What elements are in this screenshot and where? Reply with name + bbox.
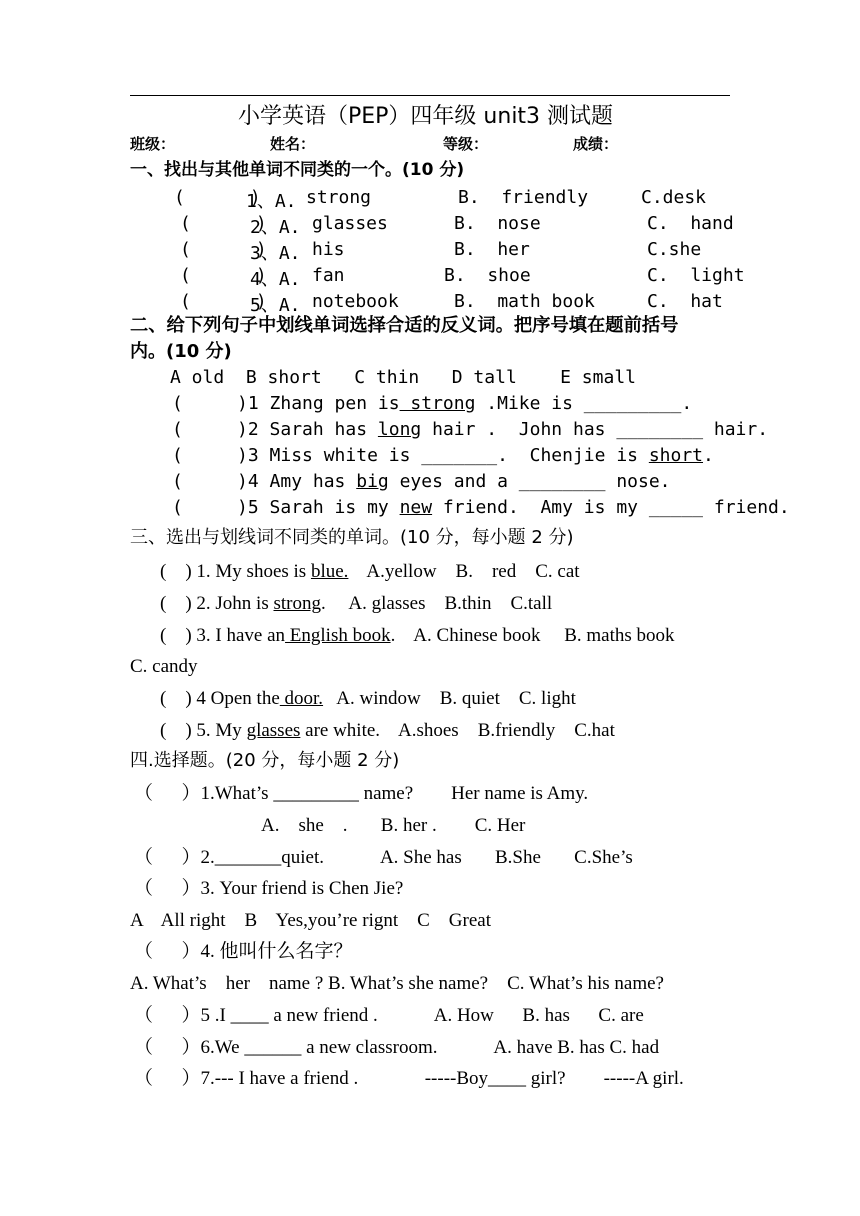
section-4-line: A. she . B. her . C. Her [261, 815, 526, 836]
option-c: C. light [647, 265, 745, 286]
option-c: C. hat [647, 291, 723, 312]
section-2-question: ( )3 Miss white is _______. Chenjie is short. [172, 445, 714, 466]
option-b: B. friendly [458, 187, 589, 208]
section-4-line: A. What’s her name ? B. What’s she name? C. What’s his name? [130, 973, 664, 994]
section-4-heading: 四.选择题。(20 分，每小题 2 分) [130, 750, 400, 771]
section-4-line: （ ）1.What’s _________ name? Her name is Amy. [134, 783, 589, 804]
section-2-heading-cont: 内。(10 分) [130, 341, 232, 362]
option-b: B. math book [454, 291, 595, 312]
question-number: 1、A. [246, 191, 297, 212]
section-2-question: ( )4 Amy has big eyes and a ________ nose. [172, 471, 671, 492]
question-number: 4、A. [250, 269, 301, 290]
answer-paren: ( ) [180, 291, 267, 312]
option-c: C.she [647, 239, 702, 260]
page-title: 小学英语（PEP）四年级 unit3 测试题 [238, 104, 614, 129]
option-c: C.desk [641, 187, 707, 208]
class-label: 班级： [130, 135, 176, 153]
option-b: B. her [454, 239, 530, 260]
option-b: B. shoe [444, 265, 531, 286]
answer-paren: ( ) [180, 213, 267, 234]
answer-paren: ( ) [174, 187, 261, 208]
section-4-line: （ ）6.We ______ a new classroom. A. have B. has C. had [134, 1037, 660, 1058]
answer-paren: ( ) [180, 265, 267, 286]
name-label: 姓名： [270, 135, 316, 153]
section-3-question: ( ) 1. My shoes is blue. A.yellow B. red C. cat [160, 561, 580, 582]
option-a: notebook [312, 291, 399, 312]
option-a: his [312, 239, 345, 260]
section-1-heading: 一、找出与其他单词不同类的一个。(10 分) [130, 160, 465, 180]
question-number: 5、A. [250, 295, 301, 316]
section-3-question: ( ) 2. John is strong. A. glasses B.thin C.tall [160, 593, 553, 614]
option-a: fan [312, 265, 345, 286]
option-b: B. nose [454, 213, 541, 234]
option-a: strong [306, 187, 372, 208]
score-label: 成绩： [573, 135, 619, 153]
section-3-question-cont: C. candy [130, 656, 198, 677]
antonym-options: A old B short C thin D tall E small [170, 367, 636, 388]
question-number: 2、A. [250, 217, 301, 238]
section-2-question: ( )1 Zhang pen is strong .Mike is _________. [172, 393, 693, 414]
section-4-line: （ ）7.--- I have a friend . -----Boy____ girl? -----A girl. [134, 1068, 684, 1089]
section-4-line: （ ）3. Your friend is Chen Jie? [134, 878, 404, 899]
grade-label: 等级： [443, 135, 489, 153]
answer-paren: ( ) [180, 239, 267, 260]
section-4-line: （ ）5 .I ____ a new friend . A. How B. has C. are [134, 1005, 644, 1026]
section-3-heading: 三、选出与划线词不同类的单词。(10 分，每小题 2 分) [130, 527, 574, 548]
section-3-question: ( ) 5. My glasses are white. A.shoes B.friendly C.hat [160, 720, 615, 741]
header-rule [130, 95, 730, 96]
section-3-question: ( ) 3. I have an English book. A. Chinese book B. maths book [160, 625, 675, 646]
section-4-line: （ ）2._______quiet. A. She has B.She C.She’s [134, 847, 633, 868]
section-3-question: ( ) 4 Open the door. A. window B. quiet C. light [160, 688, 576, 709]
option-c: C. hand [647, 213, 734, 234]
section-4-line: （ ）4. 他叫什么名字？ [134, 941, 353, 962]
section-2-question: ( )5 Sarah is my new friend. Amy is my _____ friend. [172, 497, 790, 518]
question-number: 3、A. [250, 243, 301, 264]
section-4-line: A All right B Yes,you’re rignt C Great [130, 910, 491, 931]
option-a: glasses [312, 213, 388, 234]
section-2-heading: 二、给下列句子中划线单词选择合适的反义词。把序号填在题前括号 [130, 315, 679, 336]
section-2-question: ( )2 Sarah has long hair . John has ________ hair. [172, 419, 769, 440]
